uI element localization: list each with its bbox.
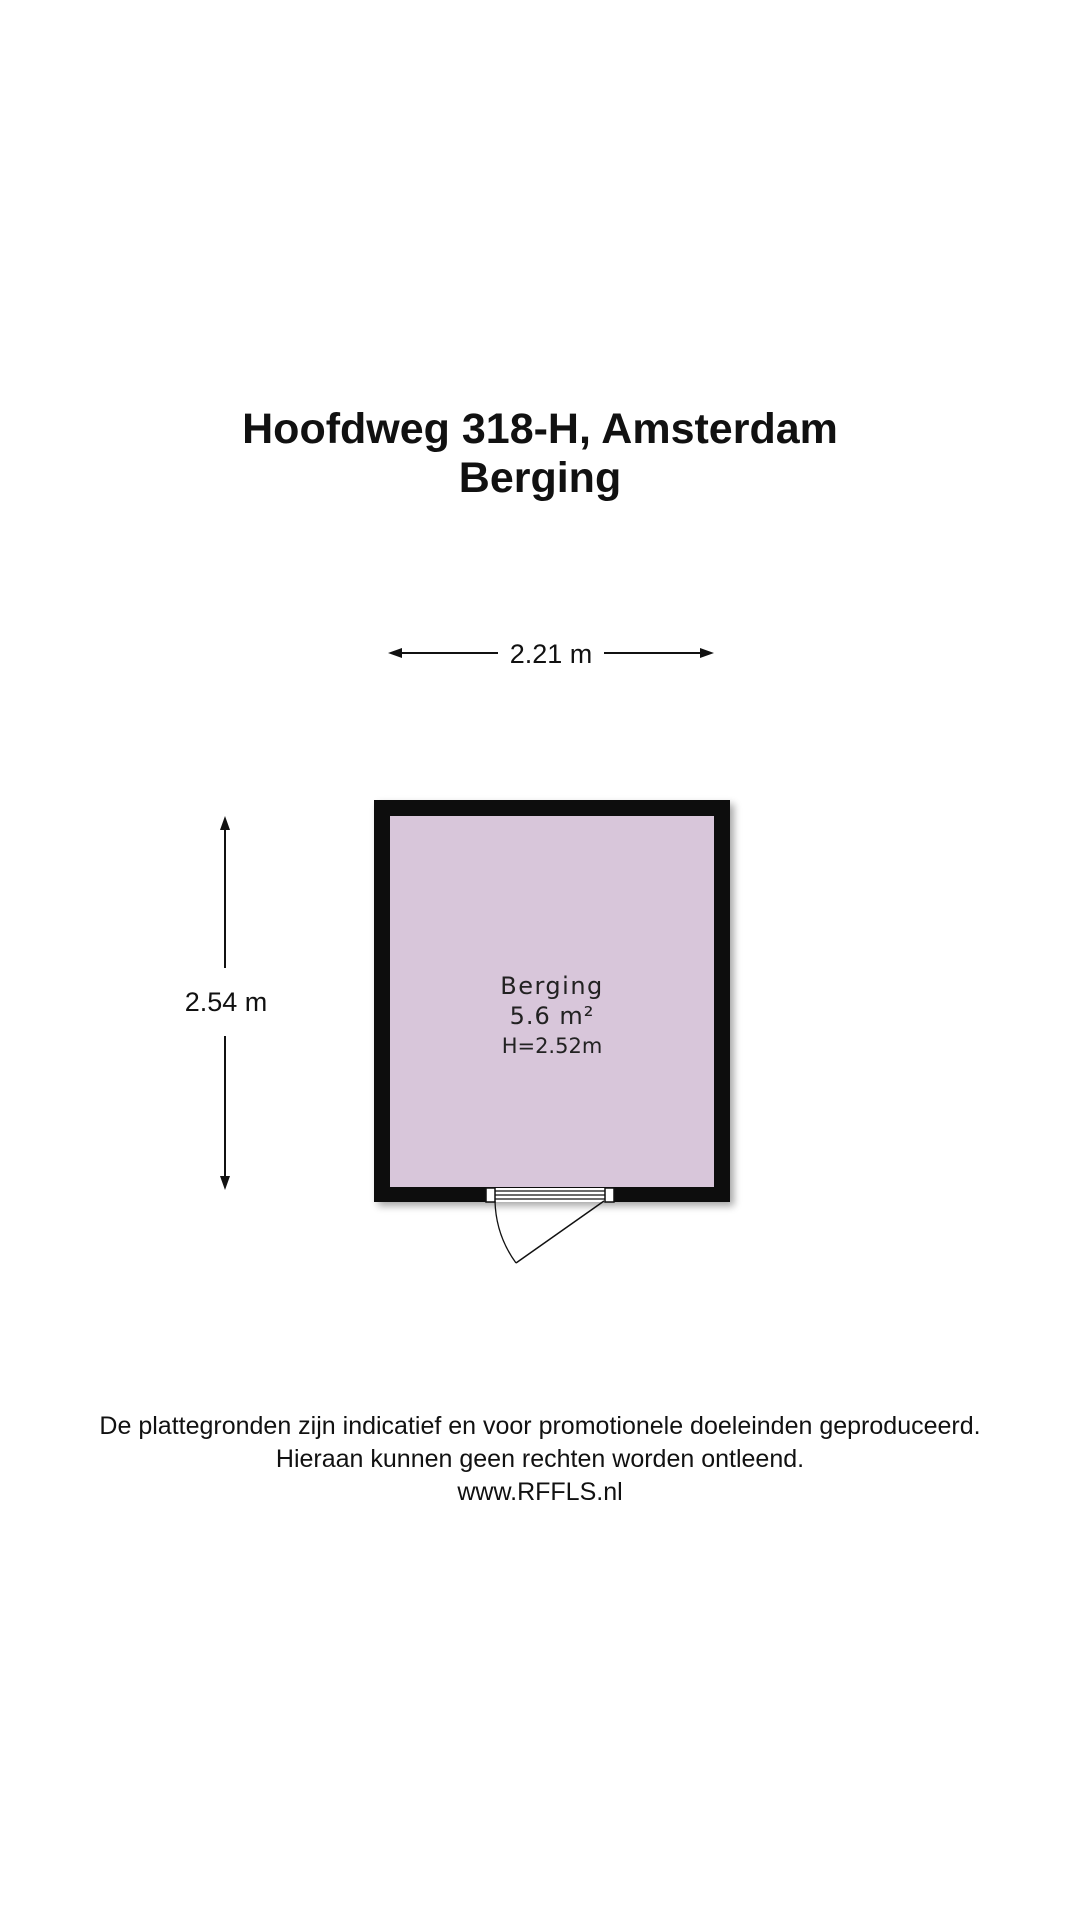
- disclaimer: [0, 1410, 1080, 1509]
- room-area: 5.6 m²: [509, 1002, 595, 1030]
- disclaimer-line-2: Hieraan kunnen geen rechten worden ontleend.: [275, 1445, 805, 1473]
- door-swing-arc: [495, 1201, 516, 1263]
- arrow-right-icon: [700, 648, 714, 658]
- height-dimension: [185, 816, 268, 1190]
- website-link: www.RFFLS.nl: [457, 1478, 623, 1506]
- door: [486, 1188, 614, 1263]
- width-dimension: [388, 639, 714, 669]
- door-leaf: [516, 1201, 604, 1263]
- room-ceiling-height: H=2.52m: [501, 1034, 603, 1058]
- arrow-up-icon: [220, 816, 230, 830]
- room-name: Berging: [500, 972, 604, 1000]
- disclaimer-line-1: De plattegronden zijn indicatief en voor promotionele doeleinden geproduceerd.: [99, 1412, 981, 1440]
- address-title: Hoofdweg 318-H, Amsterdam: [242, 405, 838, 453]
- arrow-left-icon: [388, 648, 402, 658]
- height-label: 2.54 m: [184, 987, 268, 1017]
- room-berging: [374, 800, 730, 1202]
- arrow-down-icon: [220, 1176, 230, 1190]
- floor-title: Berging: [458, 454, 622, 502]
- width-label: 2.21 m: [509, 639, 593, 669]
